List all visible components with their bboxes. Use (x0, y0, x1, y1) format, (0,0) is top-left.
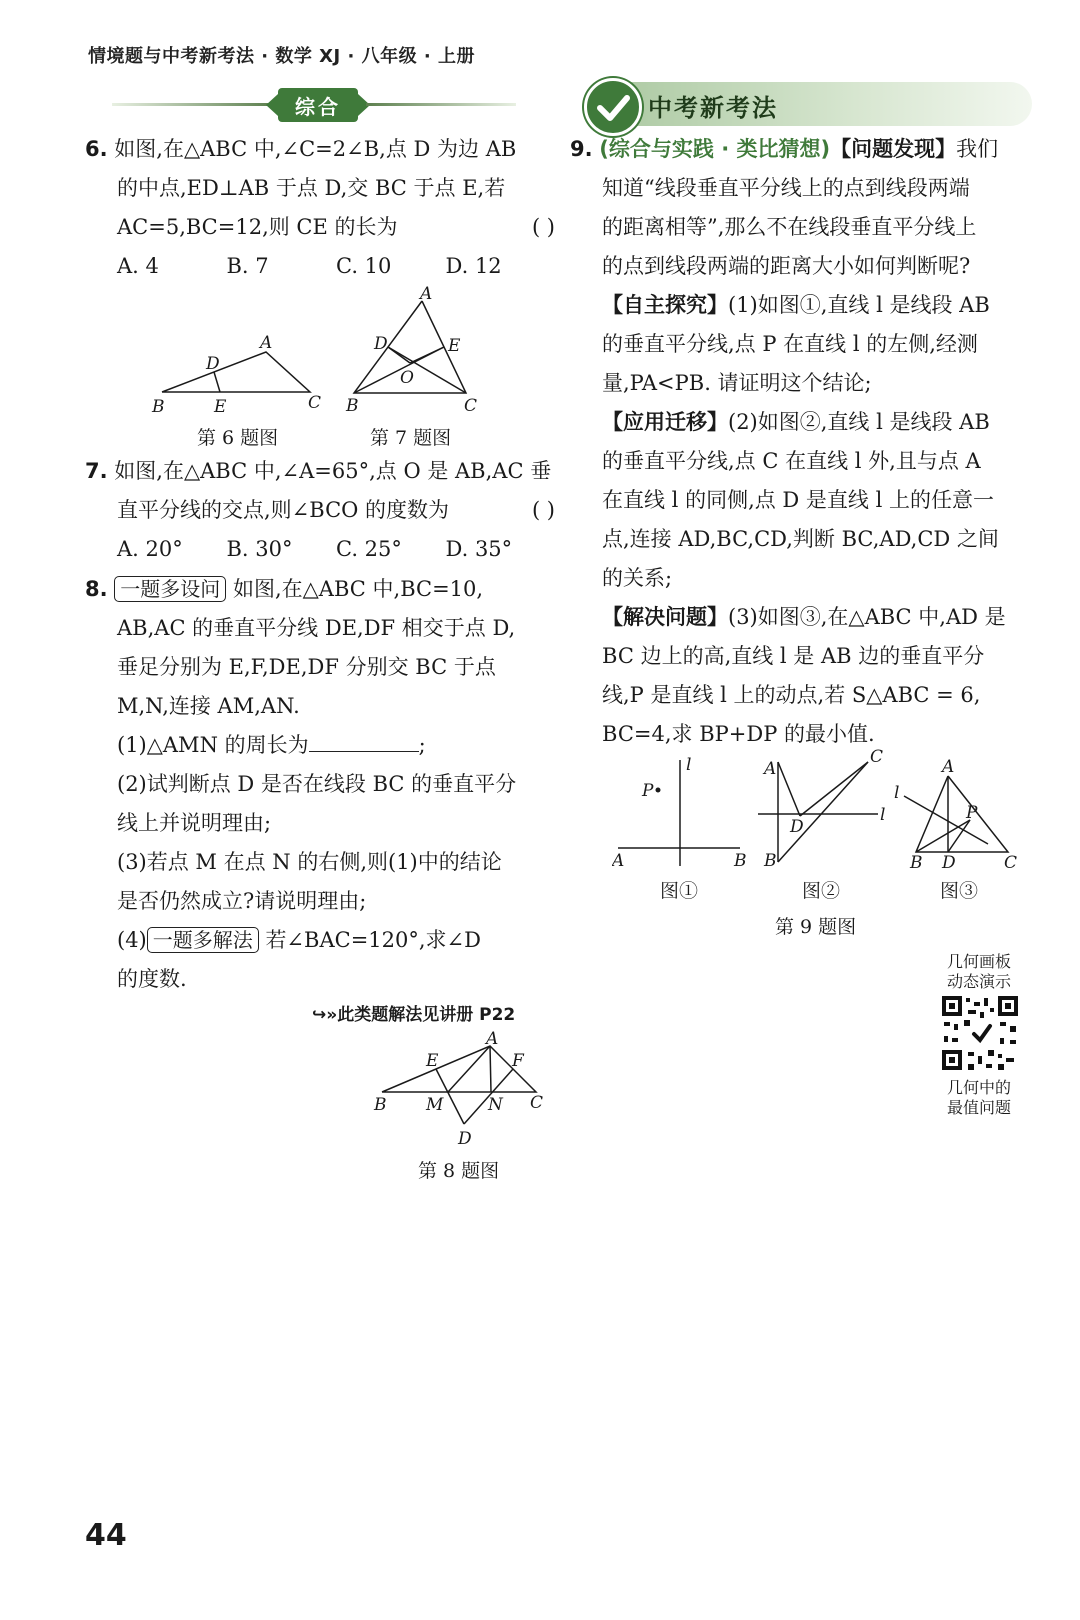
question-8 (85, 570, 555, 999)
question-text: M,N,连接 AM,AN. (117, 694, 300, 718)
question-text: (3)如图③,在△ABC 中,AD 是 (728, 605, 1006, 629)
section-heading: 【应用迁移】 (602, 410, 728, 434)
fig9-3-label-c: C (1004, 853, 1018, 873)
figure-6 (140, 330, 340, 420)
fig7-label-b: B (346, 396, 359, 416)
question-category: (综合与实践 · 类比猜想) (599, 137, 831, 161)
question-text: 知道“线段垂直平分线上的点到线段两端 (602, 176, 970, 200)
sub-question-1: (1)△AMN 的周长为 (117, 733, 309, 757)
section-heading: 【问题发现】 (830, 137, 957, 161)
divider-left-a (112, 103, 272, 106)
question-text: 线,P 是直线 l 上的动点,若 S△ABC = 6, (602, 683, 981, 707)
fig9-3-label-a: A (942, 757, 955, 777)
divider-left-b (366, 103, 516, 106)
fig8-label-d: D (458, 1129, 472, 1149)
question-text: 的中点,ED⊥AB 于点 D,交 BC 于点 E,若 (117, 176, 506, 200)
question-number: 7. (85, 459, 108, 483)
fig6-caption: 第 6 题图 (197, 427, 279, 449)
sub-question-2: (2)试判断点 D 是否在线段 BC 的垂直平分 (117, 772, 517, 796)
multi-solution-tag: 一题多解法 (147, 927, 259, 953)
qr-top-label (936, 952, 1022, 992)
fig6-label-a: A (260, 333, 273, 353)
fig9-3-label-b: B (910, 853, 923, 873)
question-text: BC 边上的高,直线 l 是 AB 边的垂直平分 (602, 644, 985, 668)
section-heading: 【解决问题】 (602, 605, 728, 629)
question-text: 如图,在△ABC 中,∠C=2∠B,点 D 为边 AB (114, 137, 517, 161)
figure-9-3 (892, 756, 1032, 874)
check-badge-icon (584, 78, 642, 136)
answer-blank[interactable] (309, 729, 419, 752)
fig7-label-a: A (420, 285, 433, 304)
fig7-label-d: D (374, 334, 388, 354)
punctuation: ; (418, 733, 426, 757)
question-number: 9. (570, 137, 593, 161)
option-c: C. 25° (336, 537, 402, 561)
qr-bottom-label (936, 1078, 1022, 1118)
sub-question-2-cont: 线上并说明理由; (117, 811, 272, 835)
option-b: B. 30° (226, 537, 293, 561)
fig8-label-n: N (488, 1095, 503, 1115)
section-heading: 【自主探究】 (602, 293, 728, 317)
question-text: 在直线 l 的同侧,点 D 是直线 l 上的任意一 (602, 488, 994, 512)
question-text: BC=4,求 BP+DP 的最小值. (602, 722, 875, 746)
fig9-1-label-a: A (612, 851, 625, 871)
fig9-1-caption: 图① (660, 880, 699, 902)
fig8-label-m: M (426, 1095, 444, 1115)
question-text: 如图,在△ABC 中,BC=10, (232, 577, 484, 601)
option-c: C. 10 (336, 254, 392, 278)
question-7 (85, 452, 555, 569)
fig9-caption: 第 9 题图 (775, 916, 857, 938)
section-tag-comprehensive: 综合 (278, 88, 358, 122)
answer-paren: ( ) (531, 498, 555, 522)
question-text: 的关系; (602, 566, 673, 590)
sub-question-4-cont: 的度数. (117, 967, 187, 991)
question-9 (570, 130, 1040, 754)
fig8-label-e: E (426, 1051, 439, 1071)
question-text: AB,AC 的垂直平分线 DE,DF 相交于点 D, (117, 616, 516, 640)
fig9-2-label-c: C (870, 747, 884, 767)
fig8-label-f: F (512, 1051, 524, 1071)
multi-question-tag: 一题多设问 (114, 576, 226, 602)
fig8-label-c: C (530, 1093, 544, 1113)
question-text: 量,PA<PB. 请证明这个结论; (602, 371, 872, 395)
fig7-caption: 第 7 题图 (370, 427, 452, 449)
question-text: 我们 (956, 137, 999, 161)
running-header: 情境题与中考新考法 · 数学 XJ · 八年级 · 上册 (88, 46, 475, 67)
page-number: 44 (85, 1518, 127, 1553)
question-text: 如图,在△ABC 中,∠A=65°,点 O 是 AB,AC 垂 (114, 459, 552, 483)
fig6-label-d: D (206, 354, 220, 374)
question-text: (1)如图①,直线 l 是线段 AB (728, 293, 990, 317)
question-number: 8. (85, 577, 108, 601)
question-text: 的点到线段两端的距离大小如何判断呢? (602, 254, 971, 278)
qr-top-line1: 几何画板 (946, 952, 1011, 971)
question-text: (2)如图②,直线 l 是线段 AB (728, 410, 990, 434)
question-text: 点,连接 AD,BC,CD,判断 BC,AD,CD 之间 (602, 527, 999, 551)
method-reference: ↪»此类题解法见讲册 P22 (312, 1005, 516, 1025)
fig9-2-label-b: B (764, 851, 777, 871)
fig6-label-e: E (214, 397, 227, 417)
figure-9-2 (758, 742, 908, 877)
fig9-3-caption: 图③ (940, 880, 979, 902)
option-a: A. 4 (117, 254, 159, 278)
qr-bottom-line2: 最值问题 (946, 1098, 1011, 1117)
qr-bottom-line1: 几何中的 (946, 1078, 1011, 1097)
figure-9-1 (612, 752, 762, 877)
fig9-2-label-l: l (880, 805, 886, 825)
question-text: 垂足分别为 E,F,DE,DF 分别交 BC 于点 (117, 655, 496, 679)
fig8-caption: 第 8 题图 (418, 1160, 500, 1182)
fig6-label-b: B (152, 397, 165, 417)
sub-question-4: 若∠BAC=120°,求∠D (265, 928, 481, 952)
fig9-2-caption: 图② (802, 880, 841, 902)
fig9-3-label-l: l (894, 783, 900, 803)
fig8-label-b: B (374, 1095, 387, 1115)
option-d: D. 12 (445, 254, 502, 278)
question-6 (85, 130, 555, 286)
question-number: 6. (85, 137, 108, 161)
option-d: D. 35° (445, 537, 513, 561)
question-text: 直平分线的交点,则∠BCO 的度数为 (117, 498, 450, 522)
fig7-label-c: C (464, 396, 478, 416)
fig9-1-label-b: B (734, 851, 747, 871)
option-a: A. 20° (117, 537, 183, 561)
sub-question-3: (3)若点 M 在点 N 的右侧,则(1)中的结论 (117, 850, 502, 874)
fig9-3-label-p: P (966, 803, 978, 823)
qr-code-icon[interactable] (940, 994, 1020, 1072)
figure-7 (340, 285, 500, 420)
qr-top-line2: 动态演示 (946, 972, 1011, 991)
question-text: 的距离相等”,那么不在线段垂直平分线上 (602, 215, 977, 239)
fig7-label-o: O (400, 368, 414, 388)
fig6-label-c: C (308, 393, 322, 413)
question-text: 的垂直平分线,点 C 在直线 l 外,且与点 A (602, 449, 981, 473)
fig9-3-label-d: D (942, 853, 956, 873)
answer-paren: ( ) (531, 215, 555, 239)
section-title-new-exam: 中考新考法 (648, 94, 778, 122)
figure-8 (368, 1028, 558, 1153)
fig9-2-label-d: D (790, 817, 804, 837)
fig9-2-label-a: A (764, 759, 777, 779)
sub-question-4-num: (4) (117, 928, 147, 952)
fig8-label-a: A (486, 1029, 499, 1049)
option-b: B. 7 (226, 254, 269, 278)
sub-question-3-cont: 是否仍然成立?请说明理由; (117, 889, 367, 913)
fig9-1-label-p: P (642, 781, 654, 801)
fig9-1-label-l: l (686, 755, 692, 775)
question-text: AC=5,BC=12,则 CE 的长为 (117, 215, 398, 239)
question-text: 的垂直平分线,点 P 在直线 l 的左侧,经测 (602, 332, 978, 356)
fig7-label-e: E (448, 336, 461, 356)
